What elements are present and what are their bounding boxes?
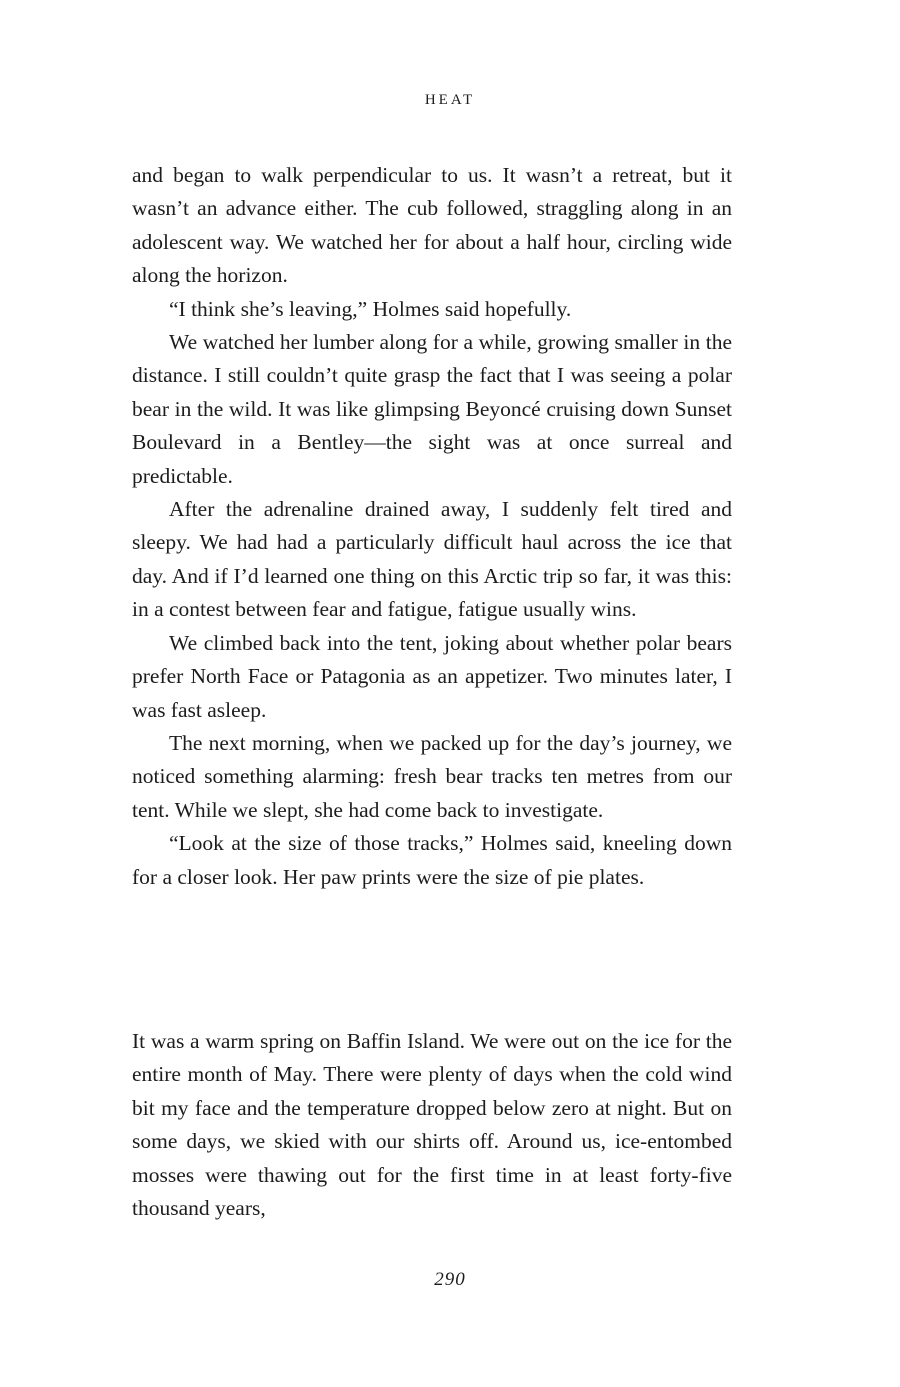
body-text-section-2 bbox=[132, 1025, 732, 1225]
running-head: HEAT bbox=[424, 92, 476, 108]
paragraph: We watched her lumber along for a while, growing smaller in the distance. I still couldn’t quite grasp the fact that I was seeing a polar bear in the wild. It was like glimpsing Beyoncé cruising down Sunset Boulevard in a Bentley—the sight was at once surreal and predictable. bbox=[132, 330, 732, 488]
paragraph: After the adrenaline drained away, I suddenly felt tired and sleepy. We had had a particularly difficult haul across the ice that day. And if I’d learned one thing on this Arctic trip so far, it was this: in a contest between fear and fatigue, fatigue usually wins. bbox=[132, 497, 732, 622]
paragraph: “I think she’s leaving,” Holmes said hopefully. bbox=[169, 296, 572, 321]
paragraph: The next morning, when we packed up for the day’s journey, we noticed something alarming: fresh bear tracks ten metres from our tent. While we slept, she had come back to investigate. bbox=[132, 730, 732, 822]
page-number: 290 bbox=[434, 1269, 466, 1290]
paragraph: “Look at the size of those tracks,” Holmes said, kneeling down for a closer look. Her paw prints were the size of pie plates. bbox=[132, 831, 732, 889]
paragraph: We climbed back into the tent, joking about whether polar bears prefer North Face or Patagonia as an appetizer. Two minutes later, I was fast asleep. bbox=[132, 630, 732, 722]
paragraph: and began to walk perpendicular to us. It wasn’t a retreat, but it wasn’t an advance either. The cub followed, straggling along in an adolescent way. We watched her for about a half hour, circling wide along the horizon. bbox=[132, 163, 732, 288]
body-text-section-1 bbox=[132, 159, 732, 894]
paragraph: It was a warm spring on Baffin Island. We were out on the ice for the entire month of May. There were plenty of days when the cold wind bit my face and the temperature dropped below zero at night. But on some days, we skied with our shirts off. Around us, ice-entombed mosses were thawing out for the first time in at least forty-five thousand years, bbox=[132, 1029, 732, 1221]
